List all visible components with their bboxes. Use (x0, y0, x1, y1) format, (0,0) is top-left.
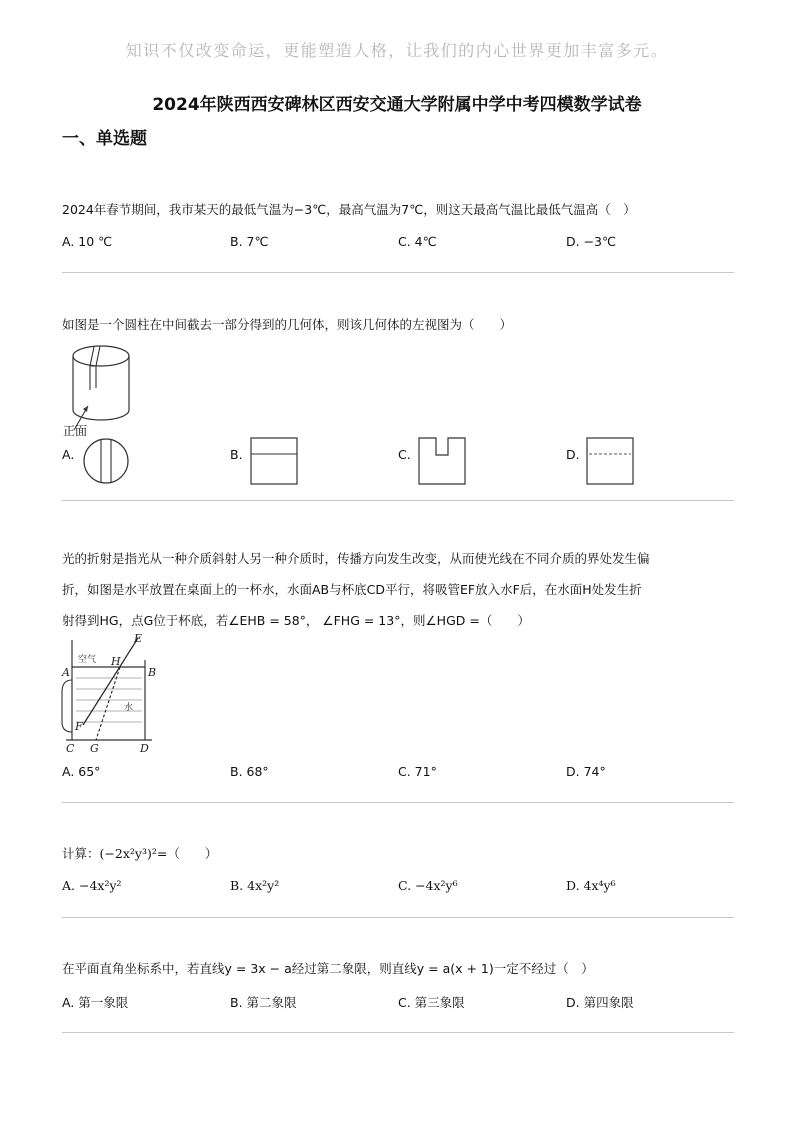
q4-expression: (−2x²y³)² (99, 846, 157, 861)
divider (62, 272, 734, 273)
point-d: D (140, 742, 149, 755)
point-c: C (66, 742, 75, 755)
q1-option-d[interactable]: D. −3℃ (566, 234, 617, 249)
option-c-drawing (418, 437, 466, 485)
point-h: H (111, 655, 121, 668)
q4-option-c[interactable]: C. −4x²y⁶ (398, 878, 458, 893)
point-b: B (148, 666, 157, 679)
q5-option-b[interactable]: B. 第二象限 (230, 995, 297, 1010)
q1-option-a[interactable]: A. 10 ℃ (62, 234, 113, 249)
q2-option-a[interactable]: A. (62, 447, 75, 462)
q3-stem (62, 543, 734, 636)
q4-stem-suffix: =（ ） (156, 846, 218, 861)
divider (62, 500, 734, 501)
header-motto: 知识不仅改变命运，更能塑造人格，让我们的内心世界更加丰富多元。 (125, 41, 669, 60)
q4-stem (62, 845, 734, 864)
refraction-figure (60, 630, 160, 755)
point-f: F (75, 720, 83, 733)
q5-option-d[interactable]: D. 第四象限 (566, 995, 634, 1010)
q2-option-d[interactable]: D. (566, 447, 580, 462)
q2-option-b[interactable]: B. (230, 447, 243, 462)
q4-stem-prefix: 计算： (62, 846, 100, 861)
q3-stem-line-2: 折，如图是水平放置在桌面上的一杯水，水面AB与杯底CD平行，将吸管EF放入水F后，在水面H处发生折 (62, 582, 642, 597)
option-b-drawing (250, 437, 298, 485)
divider (62, 917, 734, 918)
q2-option-c[interactable]: C. (398, 447, 411, 462)
q1-stem: 2024年春节期间，我市某天的最低气温为−3℃，最高气温为7℃，则这天最高气温比最低气温高（ ） (62, 202, 636, 217)
q4-option-a[interactable]: A. −4x²y² (62, 878, 122, 893)
q5-option-c[interactable]: C. 第三象限 (398, 995, 465, 1010)
q4-option-b[interactable]: B. 4x²y² (230, 878, 280, 893)
option-d-drawing (586, 437, 634, 485)
q5-stem: 在平面直角坐标系中，若直线y = 3x − a经过第二象限，则直线y = a(x + 1)一定不经过（ ） (62, 961, 594, 976)
point-a: A (62, 666, 70, 679)
q3-stem-line-3: 射得到HG，点G位于杯底，若∠EHB = 58°， ∠FHG = 13°，则∠HGD =（ ） (62, 613, 530, 628)
section-heading: 一、单选题 (62, 129, 147, 149)
front-view-label: 正面 (63, 424, 88, 438)
point-g: G (90, 742, 99, 755)
q2-stem: 如图是一个圆柱在中间截去一部分得到的几何体，则该几何体的左视图为（ ） (62, 317, 513, 332)
q1-option-c[interactable]: C. 4℃ (398, 234, 437, 249)
q5-option-a[interactable]: A. 第一象限 (62, 995, 129, 1010)
q3-stem-line-1: 光的折射是指光从一种介质斜射人另一种介质时，传播方向发生改变，从而使光线在不同介质的界处发生偏 (62, 551, 650, 566)
q4-option-d[interactable]: D. 4x⁴y⁶ (566, 878, 616, 893)
option-a-drawing (82, 437, 130, 485)
q3-option-b[interactable]: B. 68° (230, 764, 269, 779)
divider (62, 1032, 734, 1033)
page-title: 2024年陕西西安碑林区西安交通大学附属中学中考四模数学试卷 (152, 95, 642, 115)
water-label: 水 (124, 703, 134, 713)
point-e: E (134, 632, 143, 645)
q1-option-b[interactable]: B. 7℃ (230, 234, 269, 249)
q3-option-c[interactable]: C. 71° (398, 764, 437, 779)
air-label: 空气 (78, 655, 97, 665)
q3-option-a[interactable]: A. 65° (62, 764, 101, 779)
q3-option-d[interactable]: D. 74° (566, 764, 606, 779)
divider (62, 802, 734, 803)
